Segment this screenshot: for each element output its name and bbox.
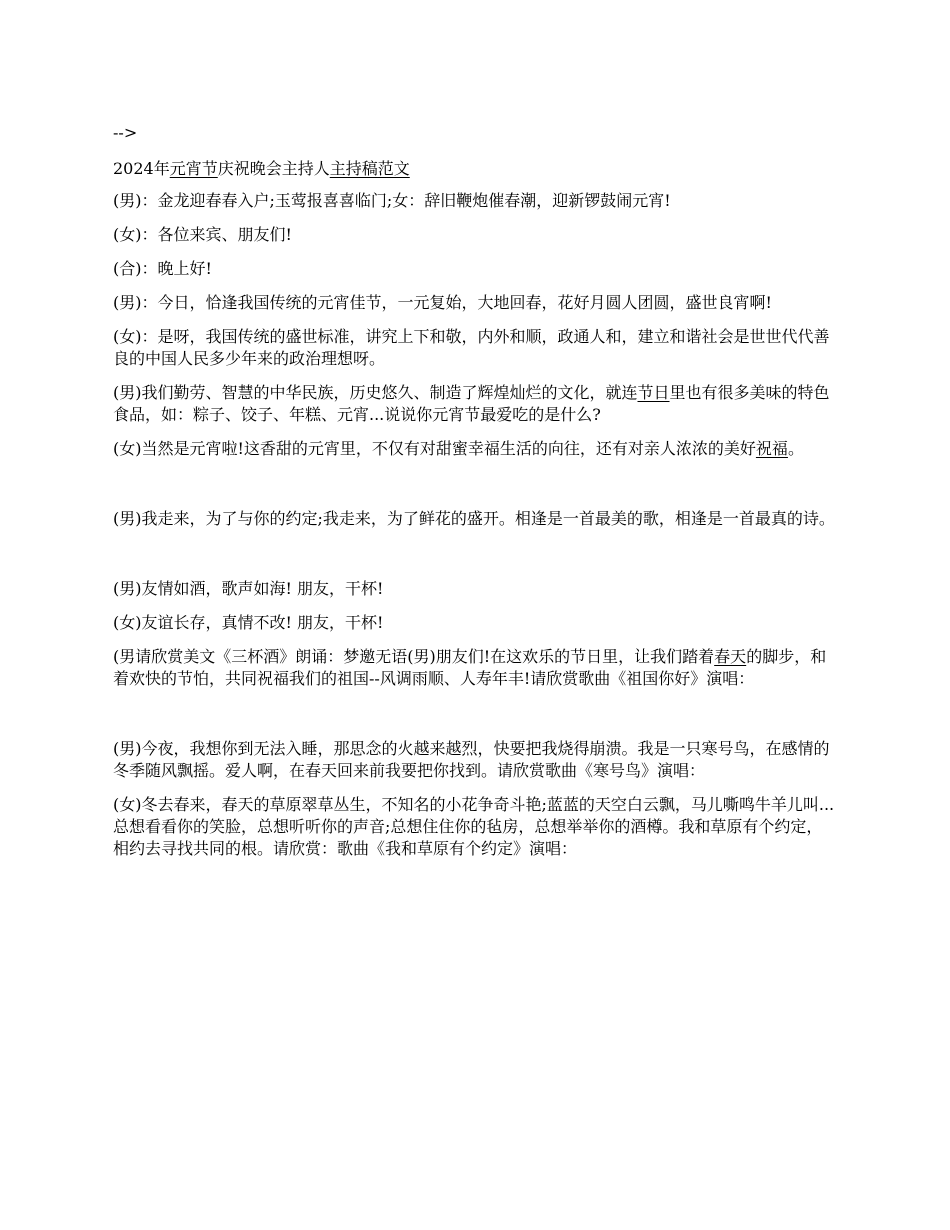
link-spring[interactable]: 春天 [714,647,747,666]
paragraph-10: (女)友谊长存，真情不改! 朋友，干杯! [113,613,384,632]
title-middle: 庆祝晚会主持人 [217,159,330,178]
paragraph-11 [113,646,838,690]
spacer [113,702,838,738]
paragraph-9: (男)友情如酒，歌声如海! 朋友，干杯! [113,579,384,598]
paragraph-6-text-b: 里也有很多美味的特色食品，如：粽子、饺子、年糕、元宵...说说你元宵节最爱吃的是什么? [113,383,830,424]
link-blessing[interactable]: 祝福 [755,439,788,458]
link-festival[interactable]: 节日 [637,383,670,402]
paragraph-7-text-b: 。 [787,439,804,458]
document-title [113,158,838,180]
document-page [113,122,838,872]
spacer [113,542,838,578]
spacer [113,472,838,508]
paragraph-12: (男)今夜，我想你到无法入睡，那思念的火越来越烈，快要把我烧得崩溃。我是一只寒号鸟，在感情的冬季随风飘摇。爱人啊，在春天回来前我要把你找到。请欣赏歌曲《寒号鸟》演唱： [113,739,830,780]
paragraph-11-text-b: 的脚步，和着欢快的节怕，共同祝福我们的祖国--风调雨顺、人寿年丰!请欣赏歌曲《祖国你好》演唱： [113,647,827,688]
paragraph-6 [113,382,838,426]
title-link-script[interactable]: 主持稿范文 [329,159,410,178]
paragraph-7-text-a: (女)当然是元宵啦!这香甜的元宵里，不仅有对甜蜜幸福生活的向往，还有对亲人浓浓的美好 [113,439,756,458]
paragraph-1: (男)：金龙迎春春入户;玉莺报喜喜临门;女：辞旧鞭炮催春潮，迎新锣鼓闹元宵! [113,191,671,210]
paragraph-7 [113,438,838,460]
paragraph-6-text-a: (男)我们勤劳、智慧的中华民族，历史悠久、制造了辉煌灿烂的文化，就连 [113,383,638,402]
title-year: 2024年 [113,159,170,178]
paragraph-2: (女)：各位来宾、朋友们! [113,225,292,244]
comment-marker: --> [113,123,138,142]
paragraph-8: (男)我走来，为了与你的约定;我走来，为了鲜花的盛开。相逢是一首最美的歌，相逢是一首最真的诗。 [113,509,835,528]
paragraph-11-text-a: (男请欣赏美文《三杯酒》朗诵：梦邀无语(男)朋友们!在这欢乐的节日里，让我们踏着 [113,647,715,666]
paragraph-4: (男)：今日，恰逢我国传统的元宵佳节，一元复始，大地回春，花好月圆人团圆，盛世良宵啊! [113,293,772,312]
paragraph-13: (女)冬去春来，春天的草原翠草丛生，不知名的小花争奇斗艳;蓝蓝的天空白云飘，马儿嘶鸣牛羊儿叫...总想看看你的笑脸，总想听听你的声音;总想住住你的毡房，总想举举你的酒樽。我和草原有个约定，相约去寻找共同的根。请欣赏：歌曲《我和草原有个约定》演唱： [113,795,835,858]
paragraph-5: (女)：是呀，我国传统的盛世标准，讲究上下和敬，内外和顺，政通人和，建立和谐社会是世世代代善良的中国人民多少年来的政治理想呀。 [113,327,830,368]
paragraph-3: (合)：晚上好! [113,259,212,278]
title-link-yuanxiao[interactable]: 元宵节 [169,159,218,178]
